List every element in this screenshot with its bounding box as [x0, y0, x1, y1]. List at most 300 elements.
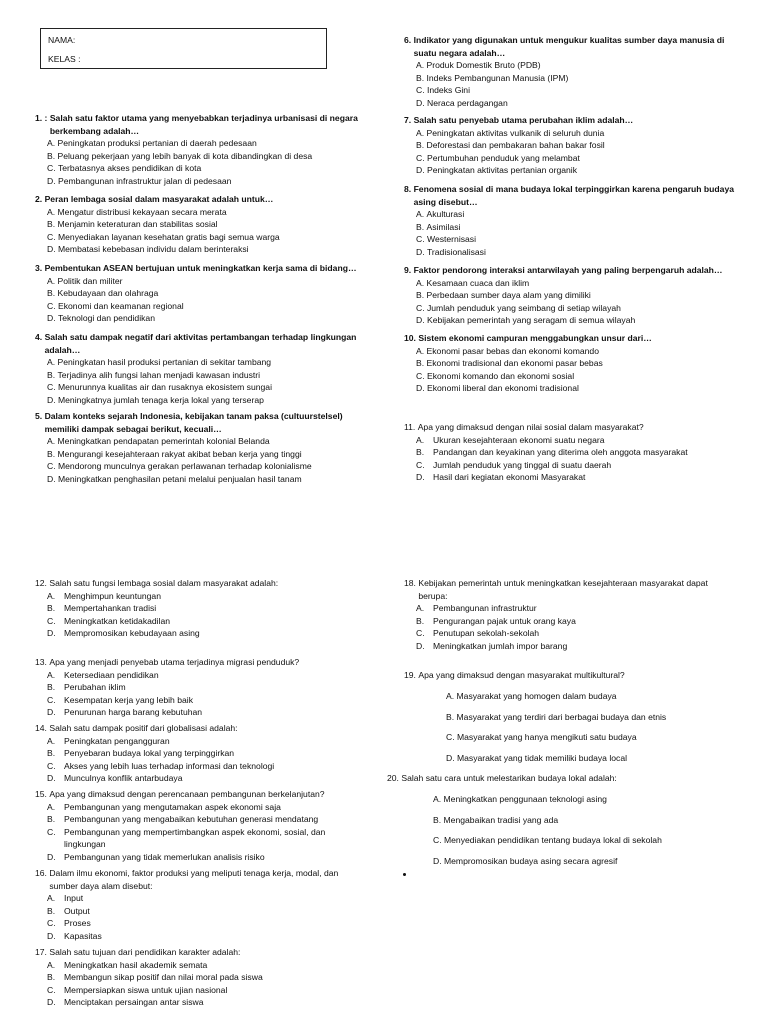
question-text: Dalam ilmu ekonomi, faktor produksi yang meliputi tenaga kerja, modal, dan sumber daya alam disebut: — [49, 868, 339, 891]
answer-option — [47, 905, 365, 918]
option-letter: A. — [416, 434, 425, 445]
option-letter: D. — [416, 472, 425, 483]
answer-option — [47, 930, 365, 943]
option-text: Peningkatan pengangguran — [64, 735, 170, 746]
option-text: Masyarakat yang terdiri dari berbagai budaya dan etnis — [456, 711, 667, 722]
question-7 — [404, 114, 734, 177]
answer-option — [446, 711, 734, 724]
option-text: Meningkatkan jumlah impor barang — [433, 640, 568, 651]
option-letter: D. — [47, 175, 58, 186]
option-letter: C. — [47, 382, 58, 393]
question-6 — [404, 34, 734, 110]
option-text: Akses yang lebih luas terhadap informasi dan teknologi — [64, 760, 275, 771]
question-number: 11. — [404, 422, 418, 432]
option-text: Masyarakat yang tidak memiliki budaya local — [456, 753, 628, 764]
option-letter: D. — [47, 997, 56, 1008]
answer-option — [416, 59, 734, 72]
answer-option — [416, 382, 734, 395]
option-letter: D. — [433, 856, 444, 867]
answer-option — [47, 162, 365, 175]
question-9 — [404, 264, 734, 327]
question-number: 7. — [404, 115, 414, 125]
option-text: Indeks Gini — [426, 85, 470, 96]
option-text: Pembangunan infrastruktur — [433, 603, 537, 614]
answer-option — [47, 435, 365, 448]
answer-option — [416, 357, 734, 370]
option-text: Penyebaran budaya lokal yang terpinggirkan — [64, 748, 235, 759]
option-letter: C. — [416, 370, 427, 381]
option-text: Pandangan dan keyakinan yang diterima oleh anggota masyarakat — [433, 447, 688, 458]
answer-option — [47, 218, 365, 231]
question-text: Salah satu fungsi lembaga sosial dalam masyarakat adalah: — [49, 578, 279, 588]
option-letter: D. — [416, 165, 427, 176]
option-text: Peluang pekerjaan yang lebih banyak di kota dibandingkan di desa — [57, 150, 313, 161]
option-letter: D. — [47, 244, 58, 255]
answer-option — [47, 669, 365, 682]
option-text: Neraca perdagangan — [426, 97, 508, 108]
option-letter: A. — [47, 959, 56, 970]
option-letter: C. — [416, 85, 427, 96]
answer-option — [416, 602, 734, 615]
answer-option — [47, 137, 365, 150]
question-number: 16. — [35, 868, 50, 878]
option-text: Meningkatkan ketidakadilan — [64, 615, 171, 626]
answer-option — [416, 84, 734, 97]
option-letter: D. — [47, 773, 56, 784]
answer-option — [416, 221, 734, 234]
question-19 — [404, 669, 734, 765]
option-text: Kesamaan cuaca dan iklim — [426, 277, 530, 288]
option-text: Menjamin keteraturan dan stabilitas sosial — [57, 219, 218, 230]
option-text: Ekonomi liberal dan ekonomi tradisional — [426, 383, 579, 394]
option-text: Meningkatkan penghasilan petani melalui penjualan hasil tanam — [57, 473, 302, 484]
option-letter: D. — [47, 851, 56, 862]
answer-option — [47, 747, 365, 760]
option-text: Produk Domestik Bruto (PDB) — [426, 60, 541, 71]
question-number: 6. — [404, 35, 414, 45]
option-text: Meningkatnya jumlah tenaga kerja lokal yang terserap — [57, 394, 264, 405]
bullet-point — [403, 873, 406, 876]
answer-option — [416, 127, 734, 140]
answer-option — [47, 369, 365, 382]
option-letter: B. — [47, 288, 58, 299]
option-letter: B. — [47, 219, 58, 230]
option-letter: A. — [416, 60, 427, 71]
option-letter: C. — [47, 694, 56, 705]
answer-option — [416, 302, 734, 315]
option-text: Meningkatkan hasil akademik semata — [64, 959, 208, 970]
option-letter: A. — [47, 436, 58, 447]
option-text: Ekonomi komando dan ekonomi sosial — [426, 370, 575, 381]
nama-label: NAMA: — [48, 35, 76, 45]
question-number: 18. — [404, 578, 419, 588]
option-text: Deforestasi dan pembakaran bahan bakar fosil — [426, 140, 605, 151]
option-text: Mempromosikan kebudayaan asing — [64, 628, 200, 639]
answer-option — [47, 300, 365, 313]
option-text: Pembangunan yang tidak memerlukan analisis risiko — [64, 851, 265, 862]
option-letter: B. — [47, 150, 58, 161]
answer-option — [416, 627, 734, 640]
answer-option — [47, 206, 365, 219]
option-text: Menciptakan persaingan antar siswa — [64, 997, 204, 1008]
answer-option — [47, 801, 365, 814]
option-letter: B. — [47, 905, 56, 916]
option-letter: A. — [433, 793, 444, 804]
option-letter: B. — [416, 140, 427, 151]
option-letter: B. — [47, 682, 56, 693]
option-letter: B. — [433, 814, 444, 825]
option-text: Ketersediaan pendidikan — [64, 669, 159, 680]
question-10 — [404, 332, 734, 395]
answer-option — [47, 287, 365, 300]
option-text: Mengabaikan tradisi yang ada — [443, 814, 559, 825]
question-14 — [35, 722, 365, 785]
student-info-box — [40, 28, 327, 69]
option-letter: D. — [47, 313, 58, 324]
option-text: Kebijakan pemerintah yang seragam di semua wilayah — [426, 315, 636, 326]
option-letter: A. — [47, 357, 58, 368]
answer-option — [47, 760, 365, 773]
answer-option — [47, 826, 365, 851]
answer-option — [416, 208, 734, 221]
question-text: Peran lembaga sosial dalam masyarakat adalah untuk… — [44, 194, 274, 204]
question-text: Apa yang dimaksud dengan nilai sosial dalam masyarakat? — [417, 422, 644, 432]
answer-option — [446, 752, 734, 765]
answer-option — [47, 627, 365, 640]
option-letter: D. — [47, 930, 56, 941]
answer-option — [416, 314, 734, 327]
option-letter: C. — [416, 234, 427, 245]
option-text: Meningkatkan penggunaan teknologi asing — [443, 793, 607, 804]
answer-option — [47, 772, 365, 785]
option-letter: C. — [47, 918, 56, 929]
answer-option — [433, 855, 747, 868]
option-text: Mempersiapkan siswa untuk ujian nasional — [64, 984, 228, 995]
answer-option — [47, 175, 365, 188]
answer-option — [416, 640, 734, 653]
option-text: Peningkatan hasil produksi pertanian di sekitar tambang — [57, 357, 272, 368]
answer-option — [47, 381, 365, 394]
question-13 — [35, 656, 365, 719]
option-text: Menyediakan pendidikan tentang budaya lokal di sekolah — [443, 835, 662, 846]
question-12 — [35, 577, 365, 640]
option-letter: C. — [47, 300, 58, 311]
option-letter: C. — [416, 628, 425, 639]
question-text: Salah satu cara untuk melestarikan budaya lokal adalah: — [401, 773, 617, 783]
question-5 — [35, 410, 365, 486]
question-text: Kebijakan pemerintah untuk meningkatkan kesejahteraan masyarakat dapat berupa: — [418, 578, 708, 601]
option-text: Politik dan militer — [57, 275, 123, 286]
answer-option — [416, 233, 734, 246]
question-17 — [35, 946, 365, 1009]
option-text: Masyarakat yang homogen dalam budaya — [456, 690, 617, 701]
question-16 — [35, 867, 365, 943]
option-letter: A. — [416, 277, 427, 288]
question-text: Apa yang dimaksud dengan perencanaan pembangunan berkelanjutan? — [49, 789, 325, 799]
question-number: 14. — [35, 723, 50, 733]
option-letter: A. — [47, 669, 56, 680]
answer-option — [416, 164, 734, 177]
option-text: Peningkatan produksi pertanian di daerah pedesaan — [57, 138, 257, 149]
option-letter: C. — [433, 835, 444, 846]
answer-option — [47, 681, 365, 694]
question-text: Dalam konteks sejarah Indonesia, kebijakan tanam paksa (cultuurstelsel) memiliki dampak sebagai berikut, kecuali… — [44, 411, 343, 434]
option-text: Membangun sikap positif dan nilai moral pada siswa — [64, 972, 263, 983]
option-text: Mengurangi kesejahteraan rakyat akibat beban kerja yang tinggi — [57, 448, 302, 459]
answer-option — [416, 97, 734, 110]
answer-option — [47, 917, 365, 930]
question-text: Sistem ekonomi campuran menggabungkan unsur dari… — [418, 333, 652, 343]
option-text: Jumlah penduduk yang tinggal di suatu daerah — [433, 459, 612, 470]
option-text: Meningkatkan pendapatan pemerintah kolonial Belanda — [57, 436, 270, 447]
option-text: Pembangunan yang mengabaikan kebutuhan generasi mendatang — [64, 814, 319, 825]
option-letter: D. — [416, 246, 427, 257]
option-letter: A. — [47, 801, 56, 812]
option-letter: A. — [47, 138, 58, 149]
option-letter: D. — [47, 628, 56, 639]
option-text: Perbedaan sumber daya alam yang dimiliki — [426, 290, 591, 301]
question-number: 15. — [35, 789, 50, 799]
answer-option — [446, 731, 734, 744]
option-letter: A. — [47, 735, 56, 746]
answer-option — [433, 814, 747, 827]
option-text: Menurunnya kualitas air dan rusaknya ekosistem sungai — [57, 382, 272, 393]
question-11 — [404, 421, 734, 484]
answer-option — [47, 356, 365, 369]
option-letter: B. — [47, 603, 56, 614]
question-number: 19. — [404, 670, 419, 680]
answer-option — [446, 690, 734, 703]
option-letter: A. — [416, 127, 427, 138]
option-text: Mengatur distribusi kekayaan secara merata — [57, 206, 227, 217]
question-number: 1. : — [35, 113, 50, 123]
option-text: Terbatasnya akses pendidikan di kota — [57, 163, 202, 174]
option-text: Hasil dari kegiatan ekonomi Masyarakat — [433, 472, 586, 483]
option-letter: C. — [47, 760, 56, 771]
answer-option — [47, 615, 365, 628]
option-letter: D. — [416, 383, 427, 394]
question-number: 13. — [35, 657, 50, 667]
option-letter: A. — [47, 893, 56, 904]
option-text: Input — [64, 893, 84, 904]
option-letter: B. — [416, 290, 427, 301]
option-text: Peningkatan aktivitas pertanian organik — [426, 165, 577, 176]
answer-option — [47, 460, 365, 473]
answer-option — [416, 246, 734, 259]
answer-option — [47, 851, 365, 864]
option-text: Kesempatan kerja yang lebih baik — [64, 694, 193, 705]
answer-option — [433, 793, 747, 806]
option-text: Pembangunan infrastruktur jalan di pedesaan — [57, 175, 232, 186]
answer-option — [416, 446, 734, 459]
question-number: 17. — [35, 947, 50, 957]
option-letter: D. — [47, 473, 58, 484]
question-15 — [35, 788, 365, 864]
option-text: Perubahan iklim — [64, 682, 126, 693]
question-1 — [35, 112, 365, 188]
answer-option — [416, 277, 734, 290]
option-text: Munculnya konflik antarbudaya — [64, 773, 183, 784]
answer-option — [416, 345, 734, 358]
option-text: Pembangunan yang mempertimbangkan aspek ekonomi, sosial, dan lingkungan — [64, 826, 326, 850]
option-text: Ekonomi tradisional dan ekonomi pasar bebas — [426, 358, 603, 369]
answer-option — [47, 448, 365, 461]
option-letter: C. — [416, 459, 425, 470]
option-letter: D. — [416, 315, 427, 326]
answer-option — [47, 312, 365, 325]
option-text: Terjadinya alih fungsi lahan menjadi kawasan industri — [57, 369, 261, 380]
answer-option — [433, 834, 747, 847]
option-text: Menyediakan layanan kesehatan gratis bagi semua warga — [57, 231, 280, 242]
question-2 — [35, 193, 365, 256]
option-letter: C. — [47, 163, 58, 174]
answer-option — [47, 694, 365, 707]
option-text: Penurunan harga barang kebutuhan — [64, 707, 203, 718]
question-text: Pembentukan ASEAN bertujuan untuk meningkatkan kerja sama di bidang… — [44, 263, 357, 273]
option-letter: C. — [47, 615, 56, 626]
answer-option — [416, 139, 734, 152]
option-text: Jumlah penduduk yang seimbang di setiap wilayah — [426, 302, 621, 313]
option-letter: A. — [446, 690, 457, 701]
question-text: Salah satu faktor utama yang menyebabkan terjadinya urbanisasi di negara berkembang adalah… — [49, 113, 358, 136]
option-letter: C. — [47, 826, 56, 837]
question-number: 5. — [35, 411, 45, 421]
answer-option — [47, 813, 365, 826]
question-number: 8. — [404, 184, 414, 194]
answer-option — [47, 984, 365, 997]
option-letter: C. — [416, 152, 427, 163]
answer-option — [416, 459, 734, 472]
question-18 — [404, 577, 734, 653]
option-letter: A. — [47, 590, 56, 601]
option-letter: D. — [47, 394, 58, 405]
question-8 — [404, 183, 734, 259]
option-letter: A. — [416, 209, 427, 220]
answer-option — [47, 473, 365, 486]
answer-option — [47, 150, 365, 163]
option-letter: A. — [47, 275, 58, 286]
question-number: 3. — [35, 263, 45, 273]
option-text: Pengurangan pajak untuk orang kaya — [433, 615, 576, 626]
option-text: Masyarakat yang hanya mengikuti satu budaya — [456, 732, 637, 743]
answer-option — [47, 971, 365, 984]
option-letter: B. — [416, 72, 427, 83]
option-text: Kapasitas — [64, 930, 102, 941]
answer-option — [47, 394, 365, 407]
option-letter: B. — [416, 221, 427, 232]
option-text: Akulturasi — [426, 209, 465, 220]
answer-option — [47, 892, 365, 905]
kelas-label: KELAS : — [48, 54, 81, 64]
question-number: 10. — [404, 333, 419, 343]
option-text: Penutupan sekolah-sekolah — [433, 628, 540, 639]
option-letter: C. — [47, 984, 56, 995]
question-number: 9. — [404, 265, 414, 275]
option-text: Pembangunan yang mengutamakan aspek ekonomi saja — [64, 801, 281, 812]
question-text: Fenomena sosial di mana budaya lokal terpinggirkan karena pengaruh budaya asing disebut… — [413, 184, 735, 207]
question-text: Salah satu tujuan dari pendidikan karakter adalah: — [49, 947, 241, 957]
option-letter: B. — [47, 369, 58, 380]
option-letter: D. — [416, 97, 427, 108]
question-text: Apa yang dimaksud dengan masyarakat multikultural? — [418, 670, 625, 680]
option-text: Tradisionalisasi — [426, 246, 486, 257]
answer-option — [47, 590, 365, 603]
option-text: Ekonomi dan keamanan regional — [57, 300, 184, 311]
question-text: Salah satu penyebab utama perubahan iklim adalah… — [413, 115, 634, 125]
answer-option — [47, 735, 365, 748]
option-text: Kebudayaan dan olahraga — [57, 288, 159, 299]
option-letter: A. — [47, 206, 58, 217]
answer-option — [416, 615, 734, 628]
question-text: Apa yang menjadi penyebab utama terjadinya migrasi penduduk? — [49, 657, 300, 667]
option-text: Proses — [64, 918, 91, 929]
option-letter: B. — [47, 814, 56, 825]
option-letter: A. — [416, 603, 425, 614]
option-text: Pertumbuhan penduduk yang melambat — [426, 152, 580, 163]
question-text: Salah satu dampak negatif dari aktivitas pertambangan terhadap lingkungan adalah… — [44, 332, 357, 355]
option-letter: C. — [47, 231, 58, 242]
answer-option — [416, 471, 734, 484]
option-text: Mempromosikan budaya asing secara agresif — [443, 856, 618, 867]
answer-option — [416, 434, 734, 447]
option-text: Indeks Pembangunan Manusia (IPM) — [426, 72, 569, 83]
answer-option — [416, 370, 734, 383]
option-letter: C. — [47, 461, 58, 472]
option-letter: B. — [416, 447, 425, 458]
answer-option — [416, 72, 734, 85]
question-number: 2. — [35, 194, 45, 204]
question-number: 20. — [387, 773, 402, 783]
option-letter: B. — [416, 615, 425, 626]
option-letter: C. — [446, 732, 457, 743]
question-text: Indikator yang digunakan untuk mengukur kualitas sumber daya manusia di suatu negara adalah… — [413, 35, 725, 58]
answer-option — [416, 152, 734, 165]
option-letter: D. — [446, 753, 457, 764]
option-letter: C. — [416, 302, 427, 313]
option-letter: B. — [47, 748, 56, 759]
option-letter: B. — [446, 711, 457, 722]
option-letter: A. — [416, 345, 427, 356]
option-text: Asimilasi — [426, 221, 461, 232]
question-number: 4. — [35, 332, 45, 342]
question-number: 12. — [35, 578, 50, 588]
option-text: Ekonomi pasar bebas dan ekonomi komando — [426, 345, 599, 356]
option-text: Peningkatan aktivitas vulkanik di seluruh dunia — [426, 127, 605, 138]
answer-option — [47, 275, 365, 288]
answer-option — [47, 959, 365, 972]
option-text: Menghimpun keuntungan — [64, 590, 161, 601]
answer-option — [416, 289, 734, 302]
answer-option — [47, 602, 365, 615]
option-text: Output — [64, 905, 90, 916]
option-letter: B. — [47, 448, 58, 459]
option-text: Westernisasi — [426, 234, 477, 245]
option-text: Ukuran kesejahteraan ekonomi suatu negara — [433, 434, 605, 445]
question-text: Faktor pendorong interaksi antarwilayah yang paling berpengaruh adalah… — [413, 265, 723, 275]
answer-option — [47, 243, 365, 256]
option-letter: D. — [47, 707, 56, 718]
option-text: Teknologi dan pendidikan — [57, 313, 155, 324]
question-text: Salah satu dampak positif dari globalisasi adalah: — [49, 723, 238, 733]
question-20 — [387, 772, 747, 868]
option-text: Membatasi kebebasan individu dalam berinteraksi — [57, 244, 249, 255]
option-text: Mempertahankan tradisi — [64, 603, 157, 614]
option-letter: D. — [416, 640, 425, 651]
question-3 — [35, 262, 365, 325]
answer-option — [47, 706, 365, 719]
option-letter: B. — [47, 972, 56, 983]
question-4 — [35, 331, 365, 407]
